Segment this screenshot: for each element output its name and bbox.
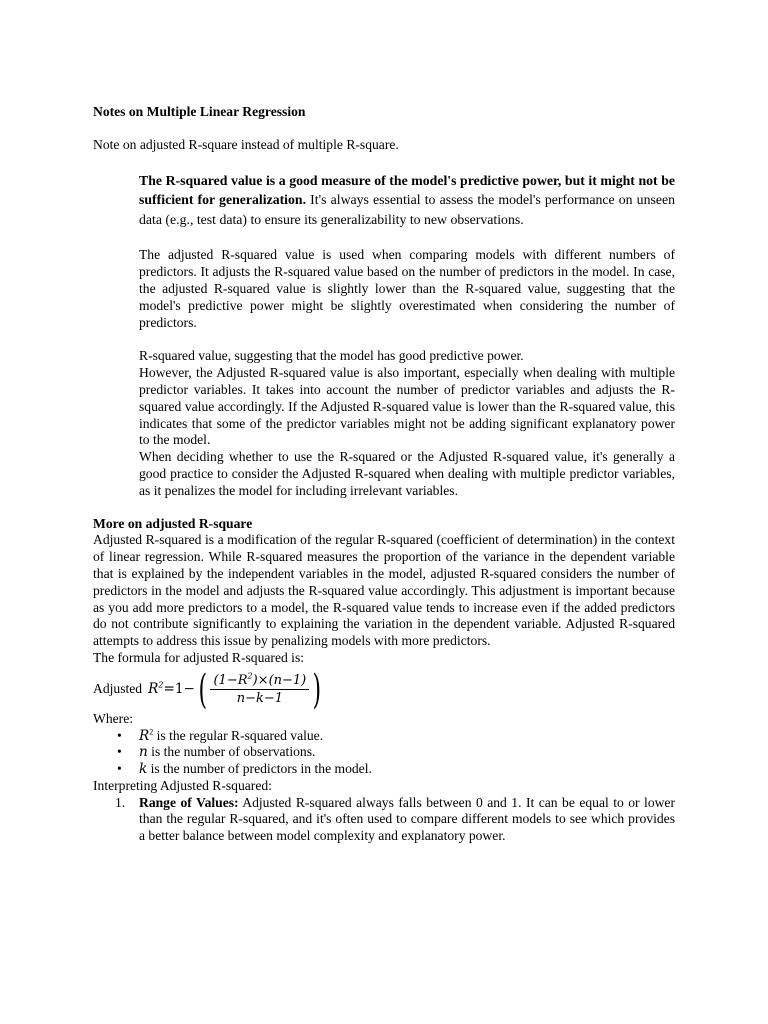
formula-fraction: ( $\frac{(1-R^2)\times(n-1)}{n-k-1}$ ) (198, 666, 322, 713)
interp-line-3: When deciding whether to use the R-squared or the Adjusted R-squared value, it's generally a good practice to consider the Adjusted R-squared when dealing with multiple predictor variables, as it penalizes the model for including irrelevant variables. (139, 449, 675, 498)
interpretation-list (93, 795, 675, 845)
document-page (93, 104, 675, 845)
list-item: • $R^2$ is the regular R-squared value. (139, 728, 675, 745)
interp-line-2: However, the Adjusted R-squared value is also important, especially when dealing with multiple predictor variables. It takes into account the number of predictor variables and adjusts the R-squared value accordingly. If the Adjusted R-squared value is lower than the R-squared value, this indicates that some of the predictor variables might not be adding significant explanatory power to the model. (139, 365, 675, 448)
formula-intro: The formula for adjusted R-squared is: (93, 649, 305, 665)
section-heading: More on adjusted R-square (93, 515, 253, 531)
list-item: • k is the number of predictors in the model. (139, 761, 675, 778)
interp-line-1: R-squared value, suggesting that the model has good predictive power. (139, 348, 524, 364)
formula-label: Adjusted (93, 681, 143, 697)
adjusted-r2-formula (93, 666, 675, 713)
document-title: Notes on Multiple Linear Regression (93, 104, 306, 119)
paragraph-rsquared-generalization (139, 171, 675, 230)
paragraph-adjusted-comparison: The adjusted R-squared value is used when comparing models with different numbers of predictors. It adjusts the R-squared value based on the number of predictors in the model. In case, the adjusted R-squared value is slightly lower than the R-squared value, suggesting that the model's predictive power might be slightly overestimated when considering the number of predictors. (139, 247, 675, 330)
variable-list (93, 728, 675, 778)
interpreting-label: Interpreting Adjusted R-squared: (93, 777, 272, 793)
paragraph-rest: It's always essential to assess the model's performance on unseen data (e.g., test data) to ensure its generalizability to new observations. (139, 192, 675, 227)
note-line: Note on adjusted R-square instead of multiple R-square. (93, 136, 399, 152)
section-paragraph: Adjusted R-squared is a modification of the regular R-squared (coefficient of determination) in the context of linear regression. While R-squared measures the proportion of the variance in the dependent variable that is explained by the independent variables in the model, adjusted R-squared considers the number of predictors in the model and adjusts the R-squared value accordingly. This adjustment is important because as you add more predictors to a model, the R-squared value tends to increase even if the added predictors do not contribute significantly to explaining the variation in the dependent variable. Adjusted R-squared attempts to address this issue by penalizing models with more predictors. (93, 532, 675, 649)
paragraph-interpretation (139, 348, 675, 499)
list-item: • n is the number of observations. (139, 744, 675, 761)
bold-lead: The R-squared value is a good measure of the model's predictive power, but it might not be sufficient for generalization. (139, 172, 675, 208)
formula-expression: $R^2=1-$ (148, 680, 195, 698)
where-label: Where: (93, 710, 133, 726)
list-item: 1. Range of Values: Adjusted R-squared always falls between 0 and 1. It can be equal to or lower than the regular R-squared, and it's often used to compare different models to see which provides a better balance between model complexity and explanatory power. (115, 794, 675, 844)
